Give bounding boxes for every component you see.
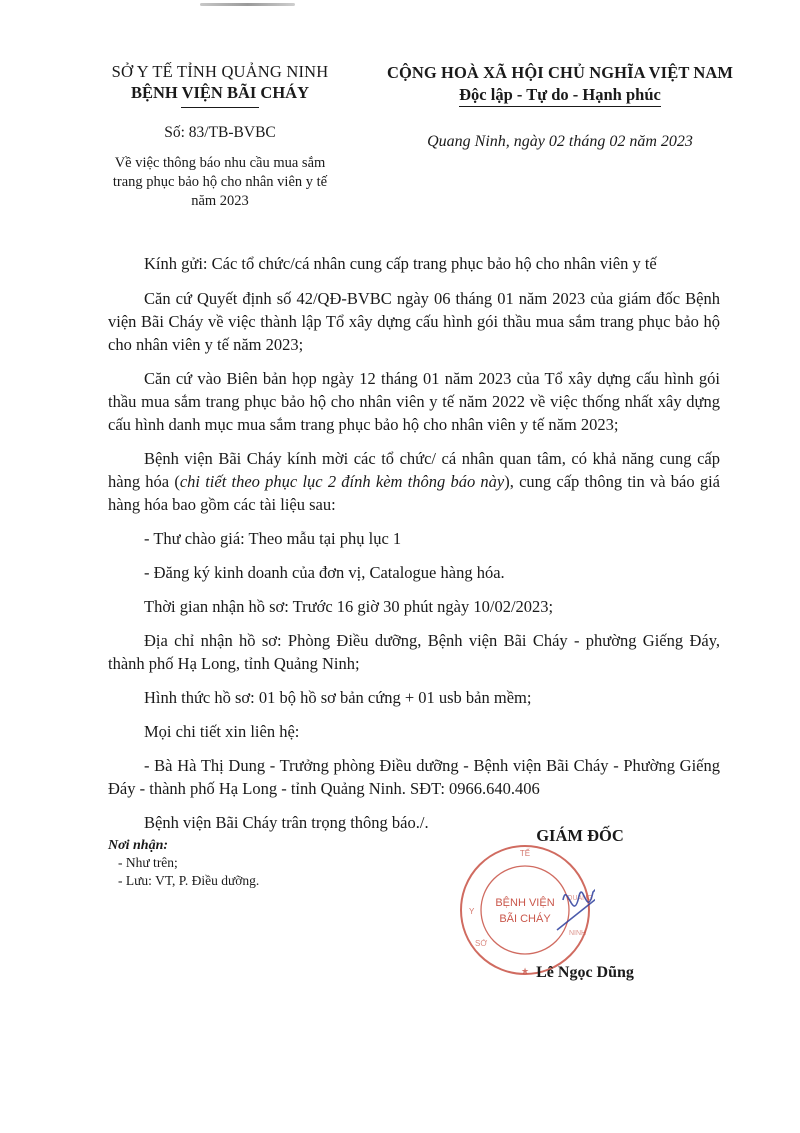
national-motto: Độc lập - Tự do - Hạnh phúc (459, 85, 661, 107)
invitation-text-b: ), cung cấp thông tin và báo giá hàng hóa bao gồm các tài liệu sau: (108, 472, 720, 514)
deadline: Thời gian nhận hồ sơ: Trước 16 giờ 30 phút ngày 10/02/2023; (144, 597, 554, 616)
recipients-title: Nơi nhận: (108, 838, 169, 853)
submission-address: Địa chỉ nhận hồ sơ: Phòng Điều dưỡng, Bệnh viện Bãi Cháy - phường Giếng Đáy, thành phố Hạ Long, tỉnh Quảng Ninh; (108, 631, 720, 673)
svg-text:NINH: NINH (569, 930, 587, 937)
header-divider (181, 107, 259, 108)
issuer-header (100, 62, 340, 211)
official-stamp (455, 840, 595, 980)
director-title: GIÁM ĐỐC (536, 826, 624, 845)
svg-text:TẾ: TẾ (519, 849, 531, 858)
stamp-line-1: BỆNH VIỆN (495, 897, 555, 909)
stamp-line-2: BÃI CHÁY (499, 913, 551, 925)
svg-text:★: ★ (520, 966, 530, 976)
scan-artifact (200, 3, 295, 6)
paragraph-invitation (108, 447, 720, 516)
recipients-block (108, 838, 259, 890)
paragraph-basis-2: Căn cứ vào Biên bản họp ngày 12 tháng 01 năm 2023 của Tổ xây dựng cấu hình gói thầu mua sắm trang phục bảo hộ cho nhân viên y tế năm 2022 về việc thống nhất xây dựng cấu hình danh mục mua sắm trang phục bảo hộ cho nhân viên y tế năm 2023; (108, 369, 720, 434)
paragraph-basis-1: Căn cứ Quyết định số 42/QĐ-BVBC ngày 06 tháng 01 năm 2023 của giám đốc Bệnh viện Bãi Cháy về việc thành lập Tổ xây dựng cấu hình gói thầu mua sắm trang phục bảo hộ cho nhân viên y tế năm 2023; (108, 289, 720, 354)
svg-text:QUẢNG: QUẢNG (567, 895, 593, 902)
contact-person: - Bà Hà Thị Dung - Trưởng phòng Điều dưỡng - Bệnh viện Bãi Cháy - Phường Giếng Đáy - thành phố Hạ Long - tỉnh Quảng Ninh. SĐT: 0966.640.406 (108, 756, 720, 798)
greeting: Kính gửi: Các tổ chức/cá nhân cung cấp trang phục bảo hộ cho nhân viên y tế (144, 254, 657, 273)
agency-name: SỞ Y TẾ TỈNH QUẢNG NINH (111, 62, 329, 81)
svg-text:SỞ: SỞ (475, 939, 488, 948)
submission-form: Hình thức hồ sơ: 01 bộ hồ sơ bản cứng + 01 usb bản mềm; (144, 688, 532, 707)
list-item-quote: - Thư chào giá: Theo mẫu tại phụ lục 1 (144, 529, 402, 548)
hospital-name: BỆNH VIỆN BÃI CHÁY (130, 83, 310, 102)
invitation-text-a: Bệnh viện Bãi Cháy kính mời các tổ chức/ cá nhân quan tâm, có khả năng cung cấp hàng hóa ( (108, 449, 720, 491)
document-number: Số: 83/TB-BVBC (164, 124, 276, 141)
closing: Bệnh viện Bãi Cháy trân trọng thông báo./. (144, 813, 429, 832)
invitation-italic: chi tiết theo phục lục 2 đính kèm thông báo này (179, 472, 505, 491)
notice-body (108, 252, 720, 845)
recipient-item: - Như trên; (118, 855, 178, 870)
national-header (380, 63, 740, 151)
contact-intro: Mọi chi tiết xin liên hệ: (144, 722, 300, 741)
signer-name: Lê Ngọc Dũng (536, 964, 634, 981)
place-date: Quang Ninh, ngày 02 tháng 02 năm 2023 (427, 133, 693, 150)
document-subject: Về việc thông báo nhu cầu mua sắm trang phục bảo hộ cho nhân viên y tế năm 2023 (112, 155, 328, 209)
list-item-registration: - Đăng ký kinh doanh của đơn vị, Catalogue hàng hóa. (144, 563, 505, 582)
svg-text:Y: Y (469, 907, 475, 916)
recipient-item: - Lưu: VT, P. Điều dưỡng. (118, 873, 260, 888)
nation-title: CỘNG HOÀ XÃ HỘI CHỦ NGHĨA VIỆT NAM (386, 63, 734, 82)
